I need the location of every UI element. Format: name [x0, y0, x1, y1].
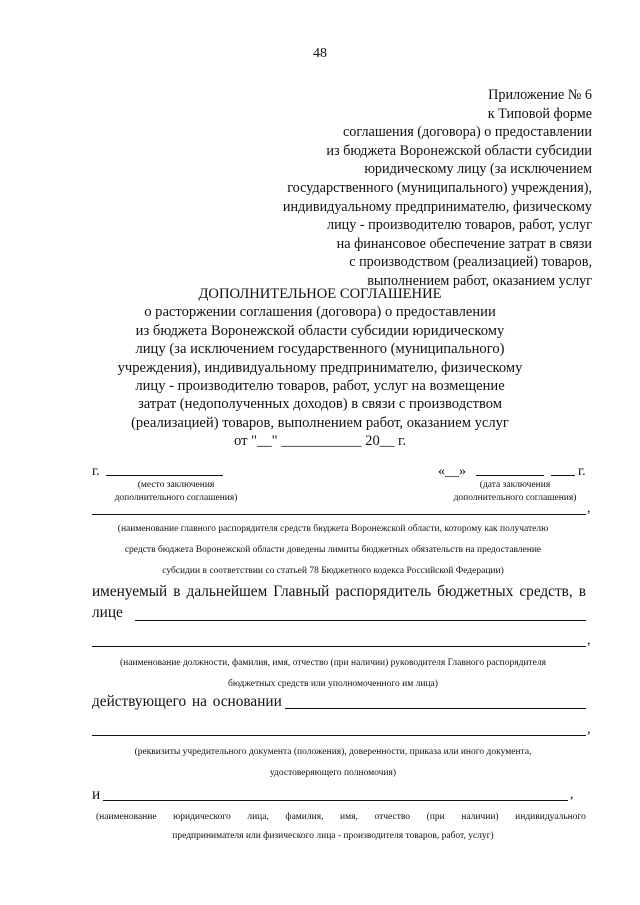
named-word: в — [578, 583, 586, 600]
appendix-line: выполнением работ, оказанием услуг — [367, 272, 592, 289]
appendix-line: индивидуальному предпринимателю, физическому — [282, 198, 592, 215]
appendix-line: Приложение № 6 — [488, 87, 592, 103]
legal-entity-hint — [96, 811, 586, 824]
legal-entity-hint-line-2: предпринимателя или физического лица - производителя товаров, работ, услуг) — [172, 831, 494, 841]
appendix-line: государственного (муниципального) учреждения), — [287, 179, 592, 196]
legal-entity-line[interactable] — [103, 800, 568, 801]
basis-line-2[interactable] — [92, 735, 586, 736]
title-line: о расторжении соглашения (договора) о предоставлении — [144, 304, 496, 321]
date-month-line[interactable] — [476, 475, 544, 476]
appendix-line: из бюджета Воронежской области субсидии — [326, 142, 592, 159]
manager-hint — [80, 653, 586, 695]
place-hint-line: (место заключения — [137, 480, 215, 490]
title-heading: ДОПОЛНИТЕЛЬНОЕ СОГЛАШЕНИЕ — [198, 286, 442, 302]
date-suffix: г. — [578, 464, 586, 479]
named-word: распорядитель — [335, 583, 432, 600]
title-line: затрат (недополученных доходов) в связи с производством — [137, 396, 503, 413]
city-prefix: г. — [92, 464, 100, 479]
legal-entity-hint-word: отчество — [374, 812, 411, 822]
place-hint — [96, 479, 256, 505]
appendix-line: к Типовой форме — [487, 105, 592, 122]
appendix-line: лицу - производителю товаров, работ, услуг — [327, 217, 592, 234]
appendix-line: на финансовое обеспечение затрат в связи — [336, 235, 592, 252]
named-word: Главный — [273, 583, 330, 600]
appendix-line: с производством (реализацией) товаров, — [349, 254, 592, 271]
legal-entity-hint-word: индивидуального — [515, 812, 586, 822]
distributor-hint-line: (наименование главного распорядителя средств бюджета Воронежской области, которому как получателю — [117, 524, 549, 534]
legal-entity-hint-word: юридического — [173, 812, 231, 822]
legal-entity-hint-word: фамилия, — [285, 812, 324, 822]
basis-line[interactable] — [285, 708, 586, 709]
representative-line[interactable] — [135, 620, 586, 621]
legal-entity-hint-word: (при — [426, 812, 445, 822]
title-line: лицу (за исключением государственного (муниципального) — [135, 341, 505, 358]
document-hint — [80, 742, 586, 784]
appendix-line: соглашения (договора) о предоставлении — [342, 124, 592, 141]
document-hint-line: удостоверяющего полномочия) — [269, 768, 397, 778]
date-hint — [440, 479, 590, 505]
distributor-hint-line: средств бюджета Воронежской области доведены лимиты бюджетных обязательств на предоставление — [124, 545, 542, 555]
in-person-label: лице — [92, 604, 123, 621]
date-hint-line: (дата заключения — [479, 480, 551, 490]
manager-hint-line: бюджетных средств или уполномоченного им лица) — [228, 679, 438, 689]
date-day-open: «__» — [438, 464, 466, 479]
date-year-line[interactable] — [551, 475, 575, 476]
named-word: в — [173, 583, 181, 600]
date-hint-line: дополнительного соглашения) — [453, 493, 577, 503]
legal-entity-hint-word: (наименование — [96, 812, 157, 822]
document-hint-line: (реквизиты учредительного документа (положения), доверенности, приказа или иного документа, — [134, 747, 532, 757]
and-label: и — [92, 786, 101, 803]
place-blank-line[interactable] — [106, 475, 223, 476]
legal-entity-hint-word: наличии) — [461, 812, 499, 822]
title-line: из бюджета Воронежской области субсидии юридическому — [135, 322, 505, 339]
distributor-hint-line: субсидии в соответствии со статьей 78 Бюджетного кодекса Российской Федерации) — [162, 566, 504, 576]
representative-line-2[interactable] — [92, 646, 586, 647]
comma: , — [587, 722, 591, 737]
title-line: лицу - производителю товаров, работ, услуг на возмещение — [135, 378, 505, 395]
acting-on-basis-label: действующего на основании — [92, 693, 282, 710]
comma: , — [570, 787, 574, 802]
distributor-hint — [80, 519, 586, 582]
distributor-name-line[interactable] — [92, 514, 586, 515]
agreement-title — [0, 285, 640, 451]
manager-hint-line: (наименование должности, фамилия, имя, отчество (при наличии) руководителя Главного распорядителя — [120, 658, 546, 668]
title-line: (реализацией) товаров, выполнением работ, оказанием услуг — [131, 414, 509, 431]
page-number: 48 — [313, 46, 327, 61]
appendix-line: юридическому лицу (за исключением — [364, 161, 592, 178]
named-word: именуемый — [92, 583, 168, 600]
appendix-header — [283, 86, 592, 291]
comma: , — [587, 501, 591, 516]
place-hint-line: дополнительного соглашения) — [114, 493, 238, 503]
comma: , — [587, 633, 591, 648]
named-word: бюджетных — [437, 583, 514, 600]
title-line: учреждения), индивидуальному предпринимателю, физическому — [117, 359, 523, 376]
named-word: средств, — [519, 583, 573, 600]
title-date-line: от "__" ___________ 20__ г. — [233, 433, 407, 450]
legal-entity-hint-word: имя, — [340, 812, 358, 822]
named-as-line — [92, 583, 586, 601]
named-word: дальнейшем — [186, 583, 268, 600]
legal-entity-hint-word: лица, — [247, 812, 269, 822]
